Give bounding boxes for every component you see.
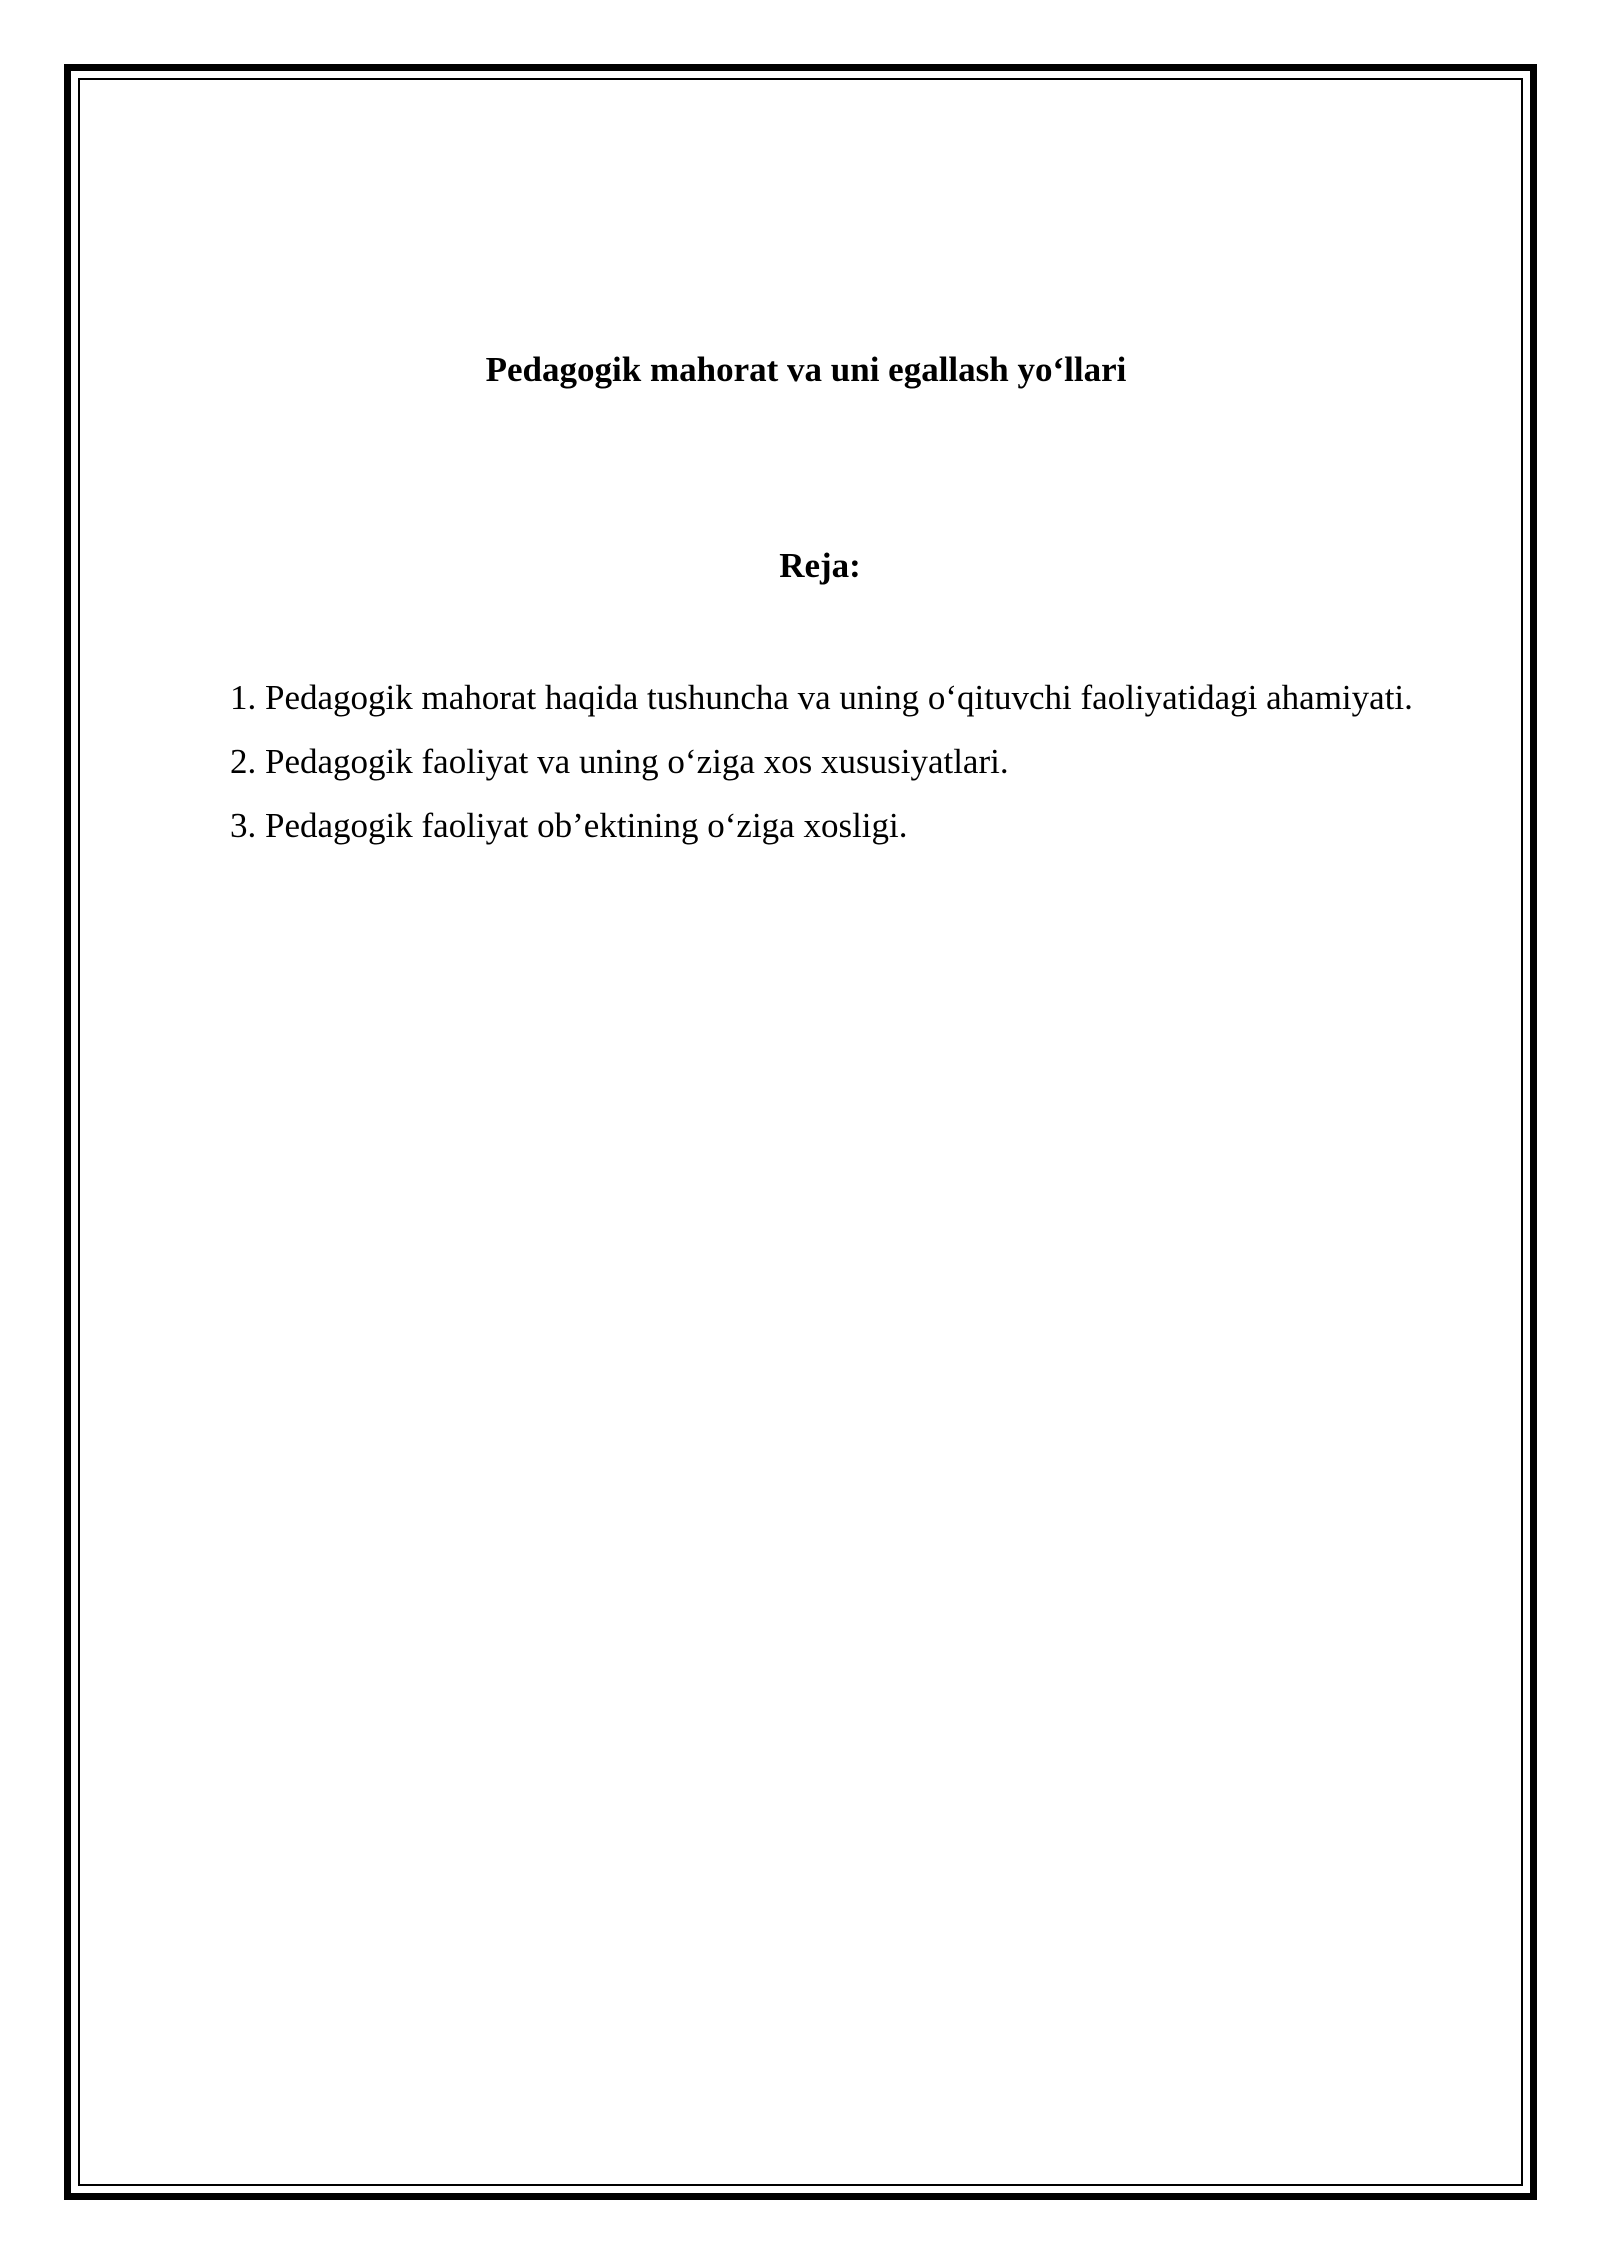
plan-heading: Reja: [779,546,861,585]
plan-list [152,666,1452,858]
plan-item: 1. Pedagogik mahorat haqida tushuncha va uning o‘qituvchi faoliyatidagi ahamiyati. [230,678,1413,717]
document-title: Pedagogik mahorat va uni egallash yo‘llari [485,350,1127,389]
plan-item: 3. Pedagogik faoliyat ob’ektining o‘ziga xosligi. [230,806,908,845]
plan-item: 2. Pedagogik faoliyat va uning o‘ziga xos xususiyatlari. [230,742,1009,781]
page-border-inner [78,78,1523,2186]
